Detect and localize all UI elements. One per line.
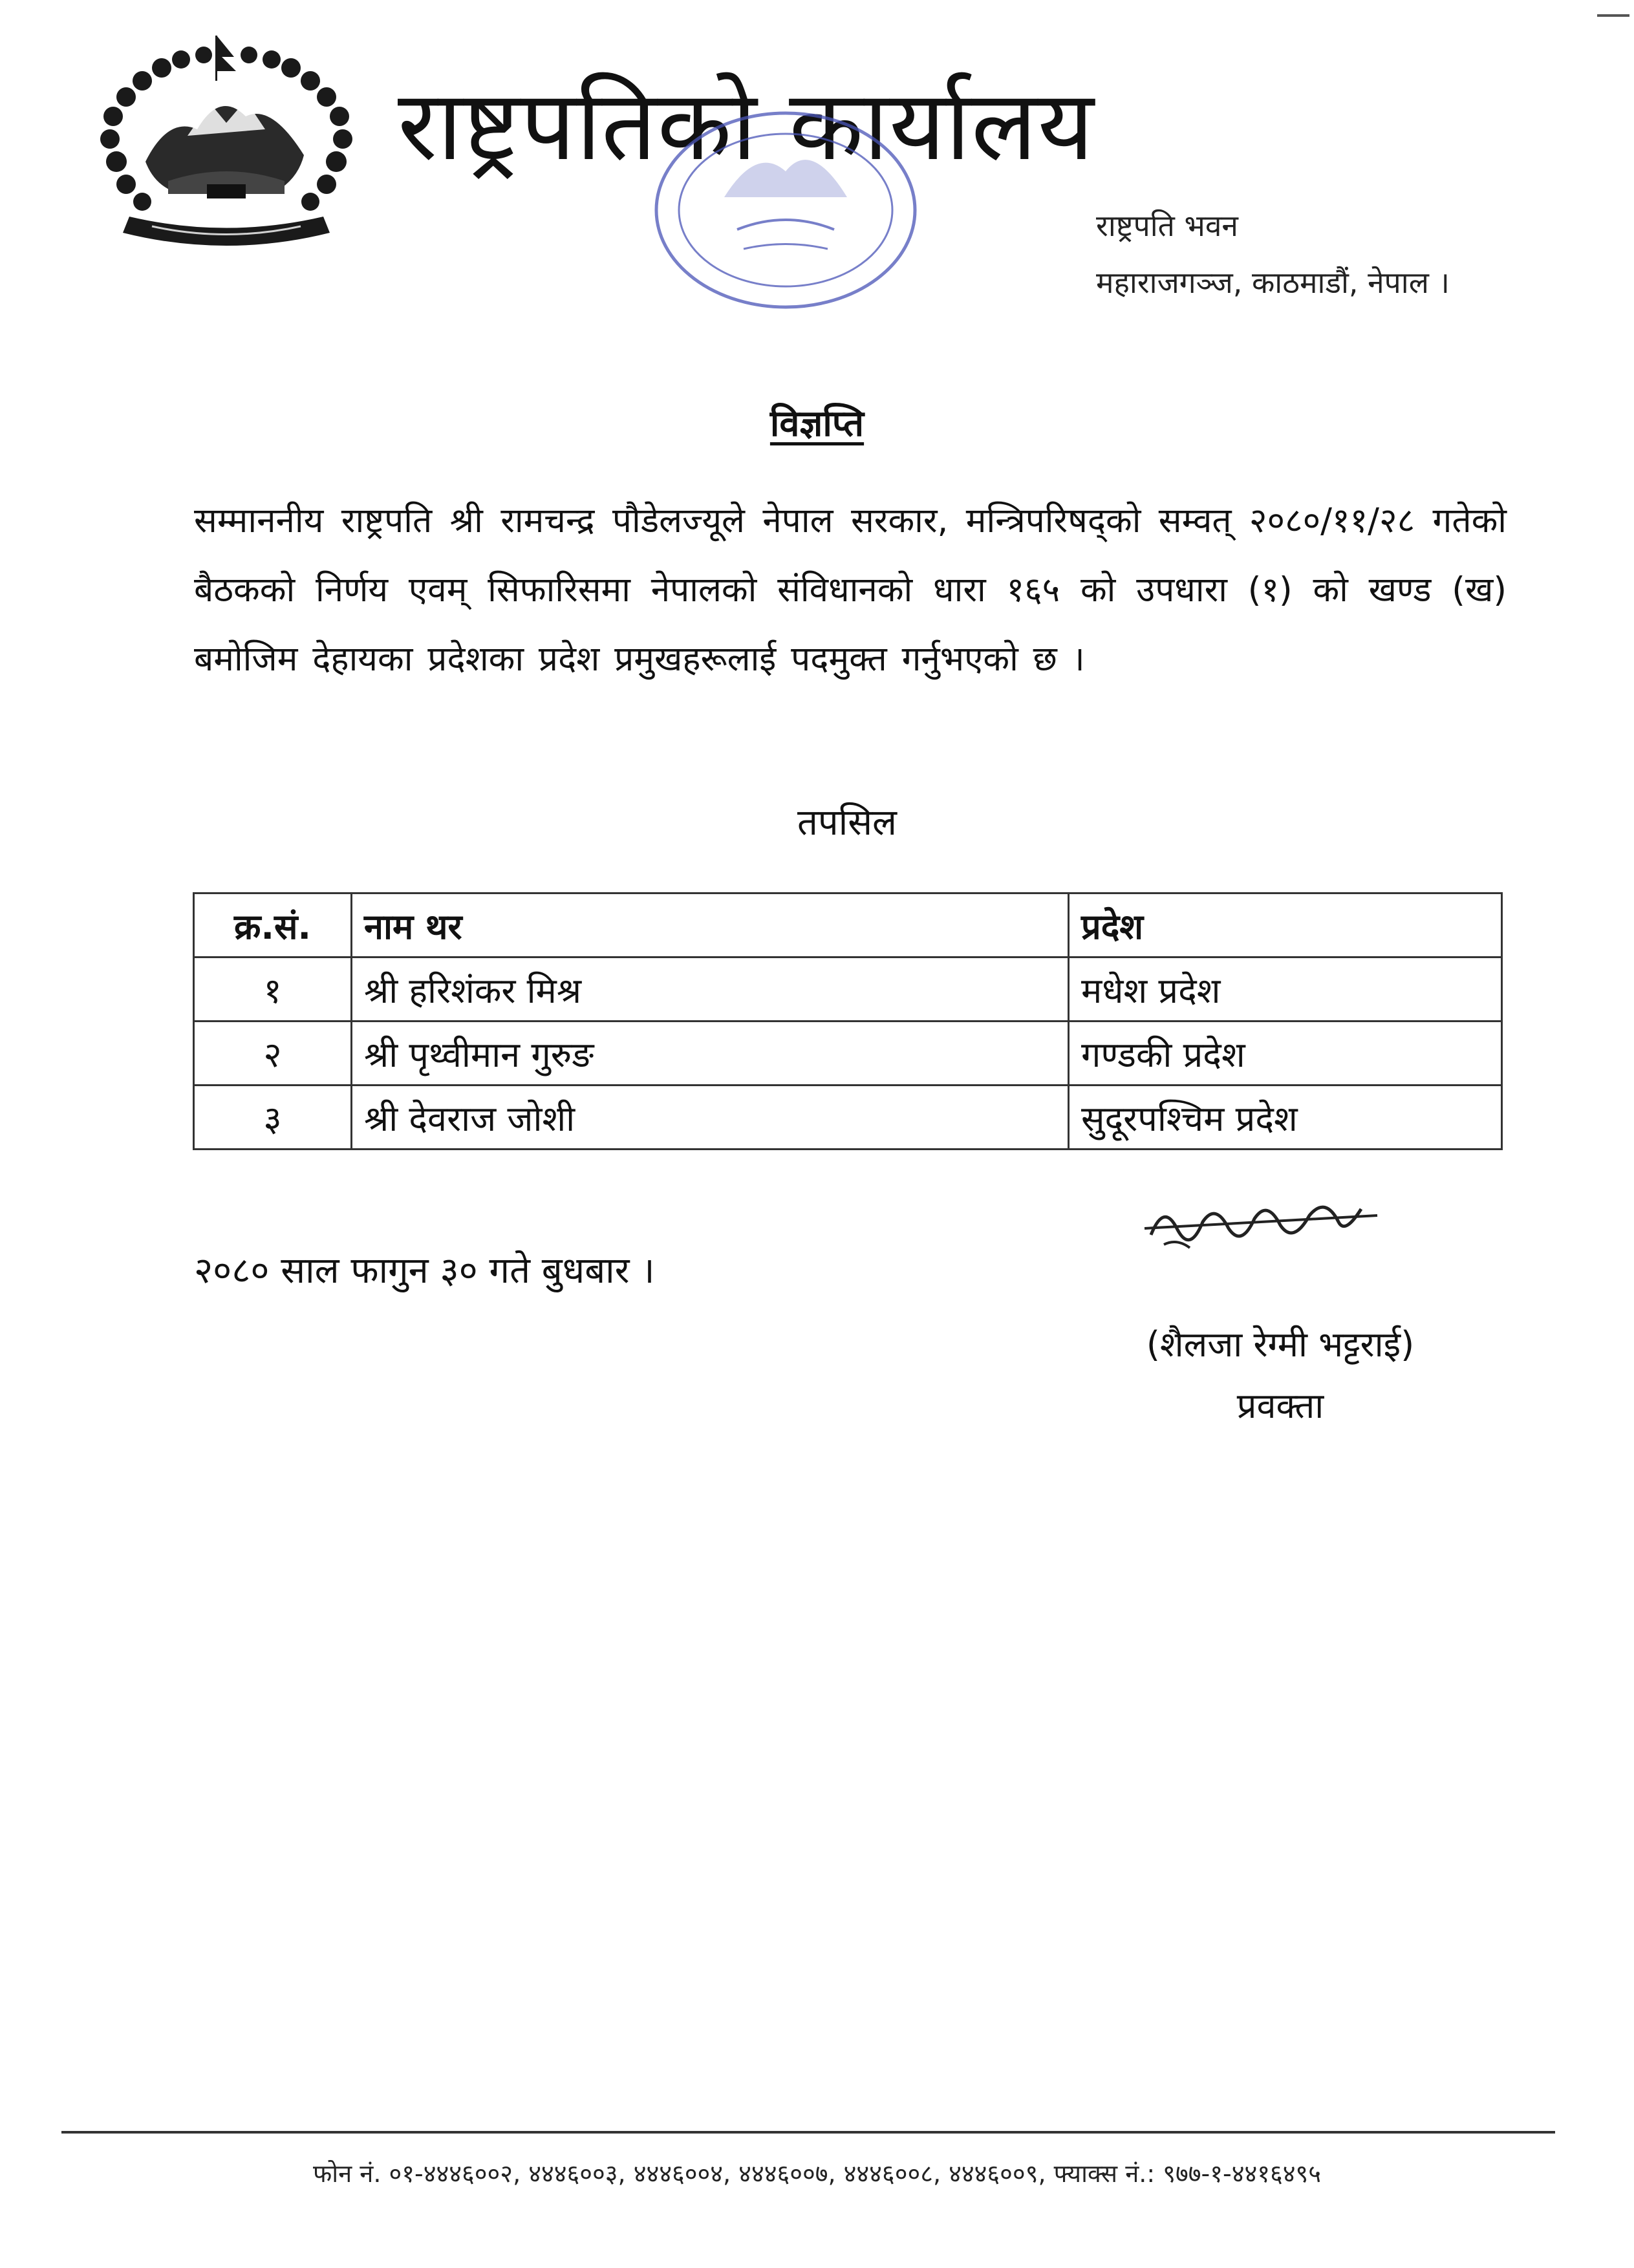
- office-address: [1096, 197, 1450, 311]
- row-province: सुदूरपश्चिम प्रदेश: [1069, 1086, 1502, 1150]
- table-row: [194, 957, 1502, 1022]
- nepal-emblem: [91, 32, 362, 265]
- office-stamp: [647, 100, 925, 320]
- row-name: श्री पृथ्वीमान गुरुङ: [352, 1022, 1069, 1086]
- signatory-title: प्रवक्ता: [1236, 1385, 1324, 1426]
- footer-divider: [61, 2131, 1555, 2134]
- row-name: श्री हरिशंकर मिश्र: [352, 957, 1069, 1022]
- row-sn: २: [194, 1022, 352, 1086]
- governors-table: [193, 892, 1503, 1150]
- row-province: मधेश प्रदेश: [1069, 957, 1502, 1022]
- notice-body: सम्माननीय राष्ट्रपति श्री रामचन्द्र पौडेलज्यूले नेपाल सरकार, मन्त्रिपरिषद्को सम्वत् २०८०/११/२८ गतेको बैठकको निर्णय एवम् सिफारिसमा नेपालको संविधानको धारा १६५ को उपधारा (१) को खण्ड (ख) बमोजिम देहायका प्रदेशका प्रदेश प्रमुखहरूलाई पदमुक्त गर्नुभएको छ ।: [194, 501, 1507, 679]
- table-header-row: [194, 893, 1502, 957]
- table-row: [194, 1086, 1502, 1150]
- table-row: [194, 1022, 1502, 1086]
- notice-date: २०८० साल फागुन ३० गते बुधबार ।: [194, 1250, 655, 1292]
- header-sn: क्र.सं.: [194, 893, 352, 957]
- footer-contact: फोन नं. ०१-४४४६००२, ४४४६००३, ४४४६००४, ४४४६००७, ४४४६००८, ४४४६००९, फ्याक्स नं.: ९७७-१-४४१६४९५: [312, 2159, 1322, 2188]
- office-title: राष्ट्रपतिको कार्यालय: [398, 70, 1095, 182]
- handwritten-signature: [1138, 1190, 1384, 1300]
- row-sn: ३: [194, 1086, 352, 1150]
- row-sn: १: [194, 957, 352, 1022]
- header-name: नाम थर: [352, 893, 1069, 957]
- row-name: श्री देवराज जोशी: [352, 1086, 1069, 1150]
- list-heading: तपसिल: [797, 802, 898, 844]
- signatory-name: (शैलजा रेग्मी भट्टराई): [1146, 1324, 1415, 1365]
- header-province: प्रदेश: [1069, 893, 1502, 957]
- scan-mark: [1597, 14, 1629, 17]
- notice-heading: विज्ञप्ति: [769, 403, 865, 445]
- address-line-1: राष्ट्रपति भवन: [1096, 208, 1238, 243]
- address-line-2: महाराजगञ्ज, काठमाडौं, नेपाल ।: [1096, 265, 1450, 300]
- row-province: गण्डकी प्रदेश: [1069, 1022, 1502, 1086]
